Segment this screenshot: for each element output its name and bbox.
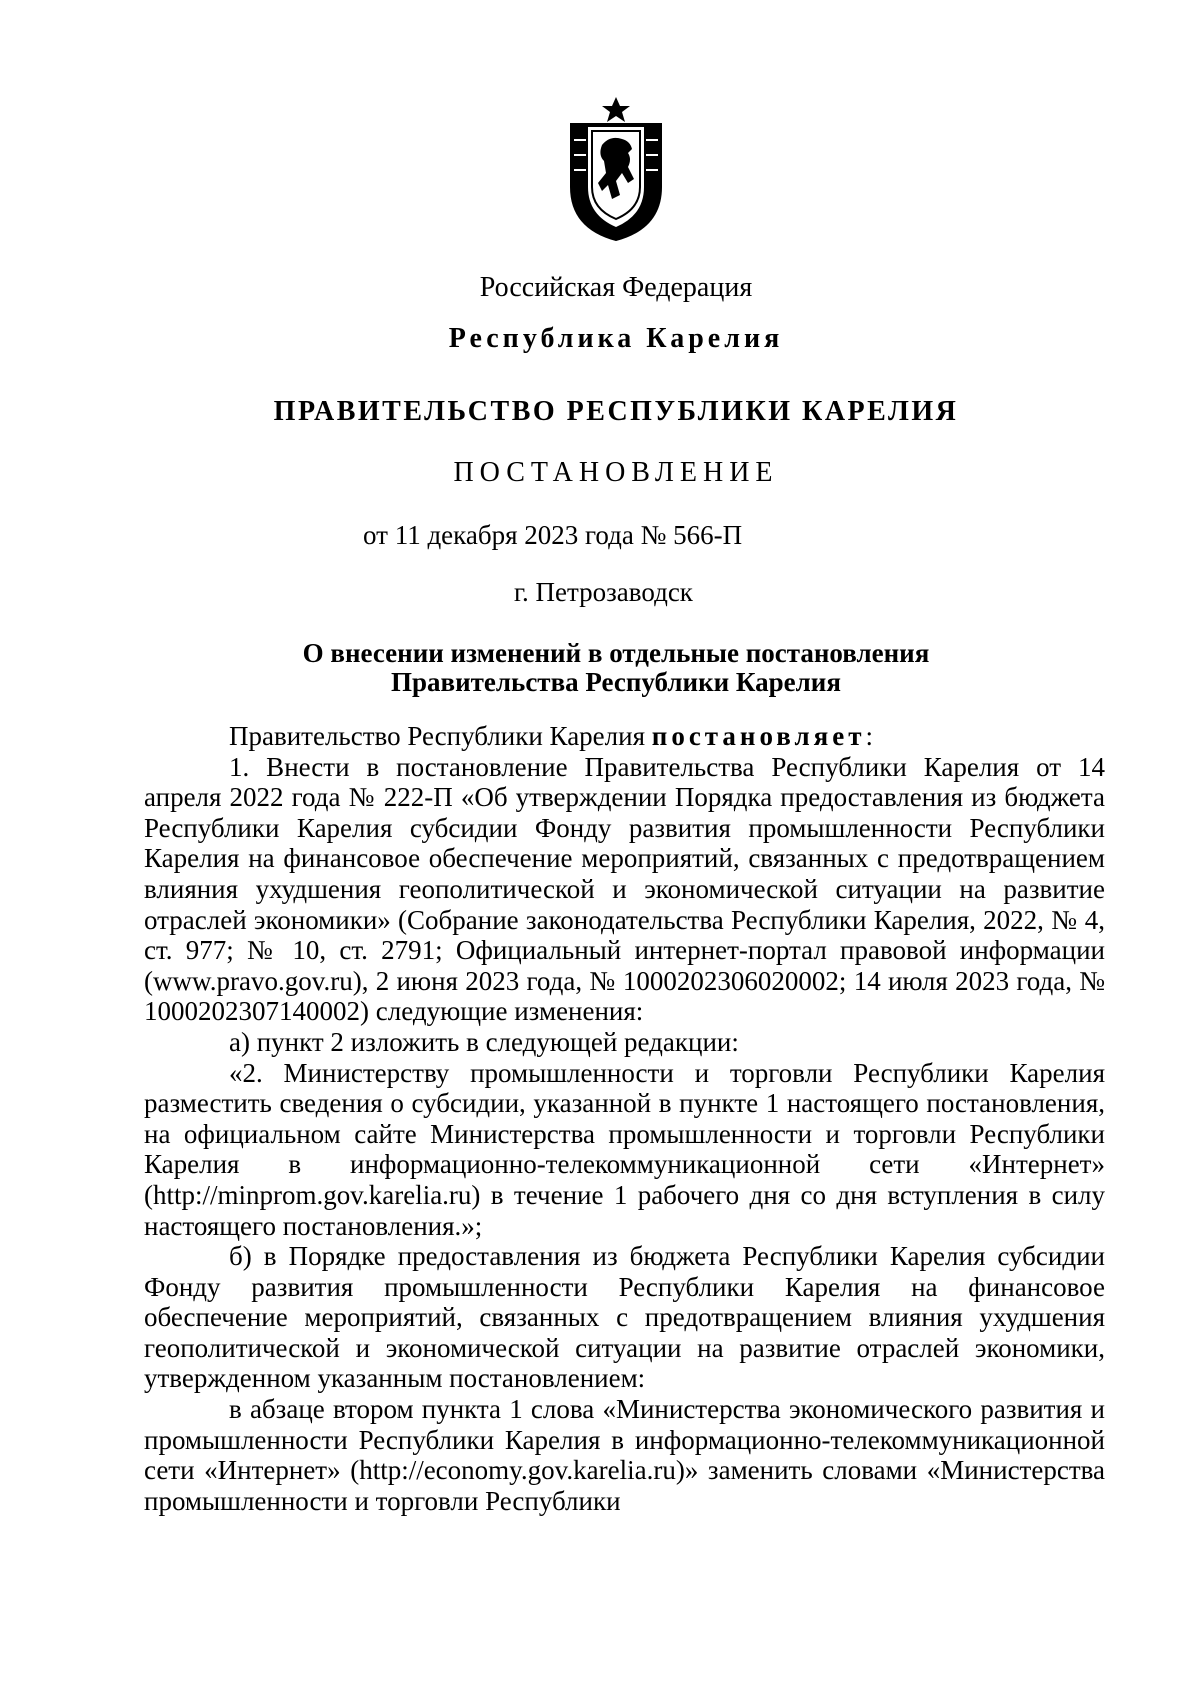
paragraph-amend: в абзаце втором пункта 1 слова «Министерства экономического развития и промышленности Республики Карелия в информационно-телекоммуникационной сети «Интернет» (http://economy.gov.karelia.ru)» заменить словами «Министерства промышленности и торговли Республики <box>144 1394 1105 1516</box>
decree-verb: постановляет <box>651 721 866 751</box>
intro-prefix: Правительство Республики Карелия <box>229 721 652 751</box>
paragraph-a: а) пункт 2 изложить в следующей редакции: <box>229 1026 739 1057</box>
intro-paragraph <box>144 721 1105 752</box>
paragraph-b: б) в Порядке предоставления из бюджета Республики Карелия субсидии Фонду развития промышленности Республики Карелия на финансовое обеспечение мероприятий, связанных с предотвращением влияния ухудшения геополитической и экономической ситуации на развитие отраслей экономики, утвержденном указанным постановлением: <box>144 1241 1105 1394</box>
document-date-number: от 11 декабря 2023 года № 566-П <box>363 520 743 550</box>
document-body <box>144 721 1105 1516</box>
paragraph-quote-2: «2. Министерству промышленности и торговли Республики Карелия разместить сведения о субсидии, указанной в пункте 1 настоящего постановления, на официальном сайте Министерства промышленности и торговли Республики Карелия в информационно-телекоммуникационной сети «Интернет» (http://minprom.gov.karelia.ru) в течение 1 рабочего дня со дня вступления в силу настоящего постановления.»; <box>144 1057 1105 1241</box>
republic-name: Республика Карелия <box>448 323 784 354</box>
government-title: ПРАВИТЕЛЬСТВО РЕСПУБЛИКИ КАРЕЛИЯ <box>273 396 959 427</box>
subject-line-1: О внесении изменений в отдельные постановления <box>302 638 930 668</box>
document-city: г. Петрозаводск <box>514 577 693 607</box>
coat-of-arms-emblem <box>566 95 666 241</box>
paragraph-1: 1. Внести в постановление Правительства Республики Карелия от 14 апреля 2022 года № 222-П «Об утверждении Порядка предоставления из бюджета Республики Карелия субсидии Фонду развития промышленности Республики Карелия на финансовое обеспечение мероприятий, связанных с предотвращением влияния ухудшения геополитической и экономической ситуации на развитие отраслей экономики» (Собрание законодательства Республики Карелия, 2022, № 4, ст. 977; № 10, ст. 2791; Официальный интернет-портал правовой информации (www.pravo.gov.ru), 2 июня 2023 года, № 1000202306020002; 14 июля 2023 года, № 1000202307140002) следующие изменения: <box>144 751 1105 1027</box>
subject-line-2: Правительства Республики Карелия <box>391 667 841 697</box>
intro-suffix: : <box>865 721 874 751</box>
country-name: Российская Федерация <box>479 272 753 303</box>
document-type: ПОСТАНОВЛЕНИЕ <box>453 457 779 488</box>
